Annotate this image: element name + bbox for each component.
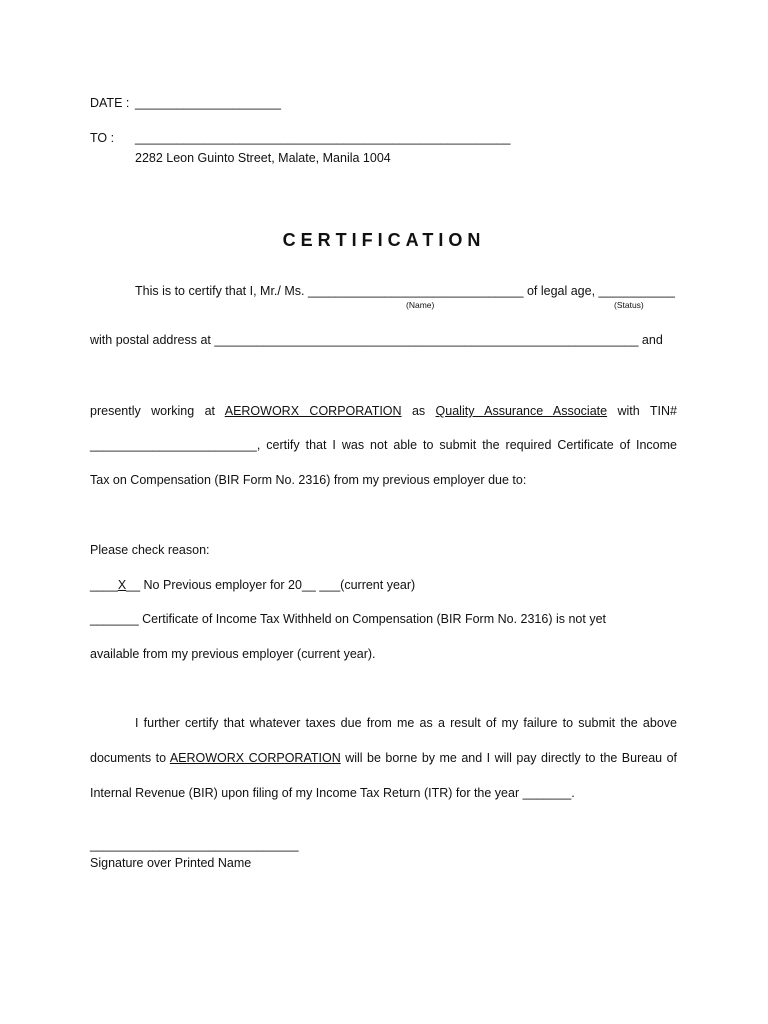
tin-certify-line: ________________________, certify that I was not able to submit the required Certificate of Income	[90, 438, 677, 452]
borne-by-text: will be borne by me and I will pay directly to the Bureau of	[340, 751, 678, 765]
date-blank: _____________________	[135, 96, 281, 110]
word-at: at	[204, 404, 216, 418]
position-title: Quality Assurance Associate	[435, 404, 608, 418]
certify-line-1	[135, 284, 675, 298]
reason-2-line-2: available from my previous employer (current year).	[90, 647, 376, 661]
signature-label: Signature over Printed Name	[90, 856, 252, 870]
status-caption: (Status)	[614, 300, 644, 310]
reason-no-previous-employer	[90, 578, 415, 592]
status-blank: ___________	[598, 284, 676, 298]
further-certify-line-2	[90, 751, 677, 765]
postal-address-line: with postal address at _____________________________________________________________ and	[90, 333, 663, 347]
working-at-line	[90, 404, 677, 418]
check-reason-heading: Please check reason:	[90, 543, 210, 557]
reason-2-line-1: _______ Certificate of Income Tax Withheld on Compensation (BIR Form No. 2316) is not yet	[90, 612, 606, 626]
reason-1-check-mark: X	[117, 578, 127, 592]
to-blank: ______________________________________________________	[135, 131, 511, 145]
tax-compensation-line: Tax on Compensation (BIR Form No. 2316) from my previous employer due to:	[90, 473, 527, 487]
documents-to-text: documents to	[90, 751, 170, 765]
to-address: 2282 Leon Guinto Street, Malate, Manila 1004	[135, 151, 391, 165]
word-with: with	[617, 404, 640, 418]
to-label: TO :	[90, 131, 115, 145]
legal-age-text: of legal age,	[523, 284, 599, 298]
further-certify-line-1: I further certify that whatever taxes due from me as a result of my failure to submit the above	[135, 716, 677, 730]
name-blank: _______________________________	[307, 284, 524, 298]
word-as: as	[411, 404, 426, 418]
name-caption: (Name)	[406, 300, 435, 310]
certify-prefix: This is to certify that I, Mr./ Ms.	[135, 284, 308, 298]
signature-line: ______________________________	[90, 838, 299, 852]
word-presently: presently	[90, 404, 141, 418]
company-name: AEROWORX CORPORATION	[224, 404, 402, 418]
company-name-2: AEROWORX CORPORATION	[169, 751, 341, 765]
further-certify-line-3: Internal Revenue (BIR) upon filing of my Income Tax Return (ITR) for the year _______.	[90, 786, 575, 800]
document-title: CERTIFICATION	[282, 230, 486, 250]
date-label: DATE :	[90, 96, 130, 110]
word-tin: TIN#	[649, 404, 677, 418]
word-working: working	[151, 404, 195, 418]
reason-1-blank: ____	[90, 578, 118, 592]
reason-1-text: __ No Previous employer for 20__ ___(current year)	[126, 578, 416, 592]
